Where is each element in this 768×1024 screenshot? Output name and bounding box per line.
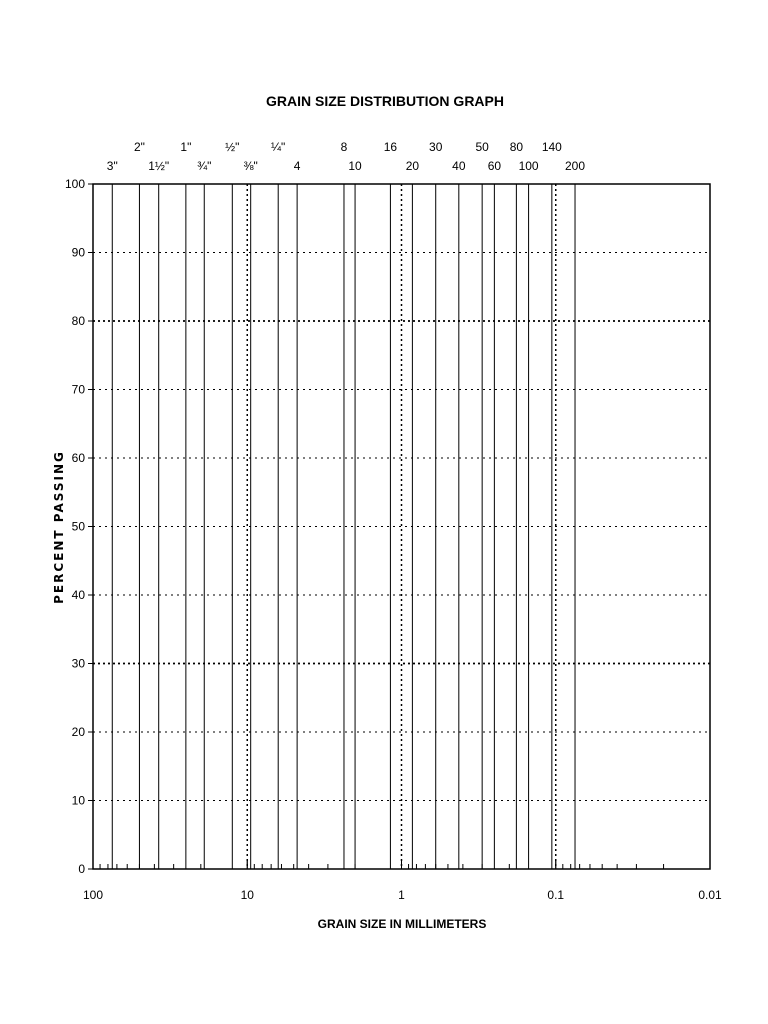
sieve-label: 30 [429,140,443,154]
x-tick-label: 0.1 [547,888,565,902]
sieve-label: ⅜" [243,159,258,173]
sieve-label: 60 [487,159,502,173]
y-tick-label: 80 [71,314,85,328]
y-tick-label: 50 [71,519,85,534]
sieve-label: 4 [293,159,301,173]
y-tick-label: 20 [71,725,85,739]
sieve-label: 40 [452,159,466,173]
sieve-lines [112,184,575,869]
sieve-label: 100 [518,159,539,173]
y-tick-label: 70 [71,382,85,397]
sieve-label: ½" [225,140,240,154]
sieve-labels [107,140,586,173]
sieve-label: 20 [405,159,420,173]
y-tick-label: 90 [71,245,85,260]
y-tick-label: 10 [71,793,85,808]
sieve-label: 50 [475,140,489,154]
y-tick-label: 0 [78,862,85,876]
x-axis-label: GRAIN SIZE IN MILLIMETERS [317,917,487,931]
x-tick-label: 10 [240,888,254,902]
sieve-label: 200 [565,159,586,173]
gridlines [88,184,710,869]
sieve-label: ¾" [197,159,212,173]
sieve-label: ¼" [271,140,286,154]
y-tick-label: 40 [71,588,85,602]
sieve-label: 10 [348,159,362,173]
sieve-label: 8 [340,140,348,154]
x-tick-label: 100 [82,888,104,902]
sieve-label: 80 [509,140,524,154]
y-tick-label: 30 [71,656,85,671]
y-tick-label: 60 [71,451,85,465]
sieve-label: 16 [383,140,398,154]
sieve-label: 3" [106,159,118,173]
y-axis-label: PERCENT PASSING [52,450,66,604]
x-tick-label: 1 [398,888,405,902]
y-tick-labels [65,177,85,876]
sieve-label: 1½" [148,159,170,173]
sieve-label: 2" [133,140,145,154]
y-tick-label: 100 [64,177,85,191]
sieve-label: 1" [180,140,192,154]
x-tick-labels [83,888,722,902]
sieve-label: 140 [541,140,562,154]
x-tick-label: 0.01 [698,888,722,902]
chart-title: GRAIN SIZE DISTRIBUTION GRAPH [265,93,505,109]
